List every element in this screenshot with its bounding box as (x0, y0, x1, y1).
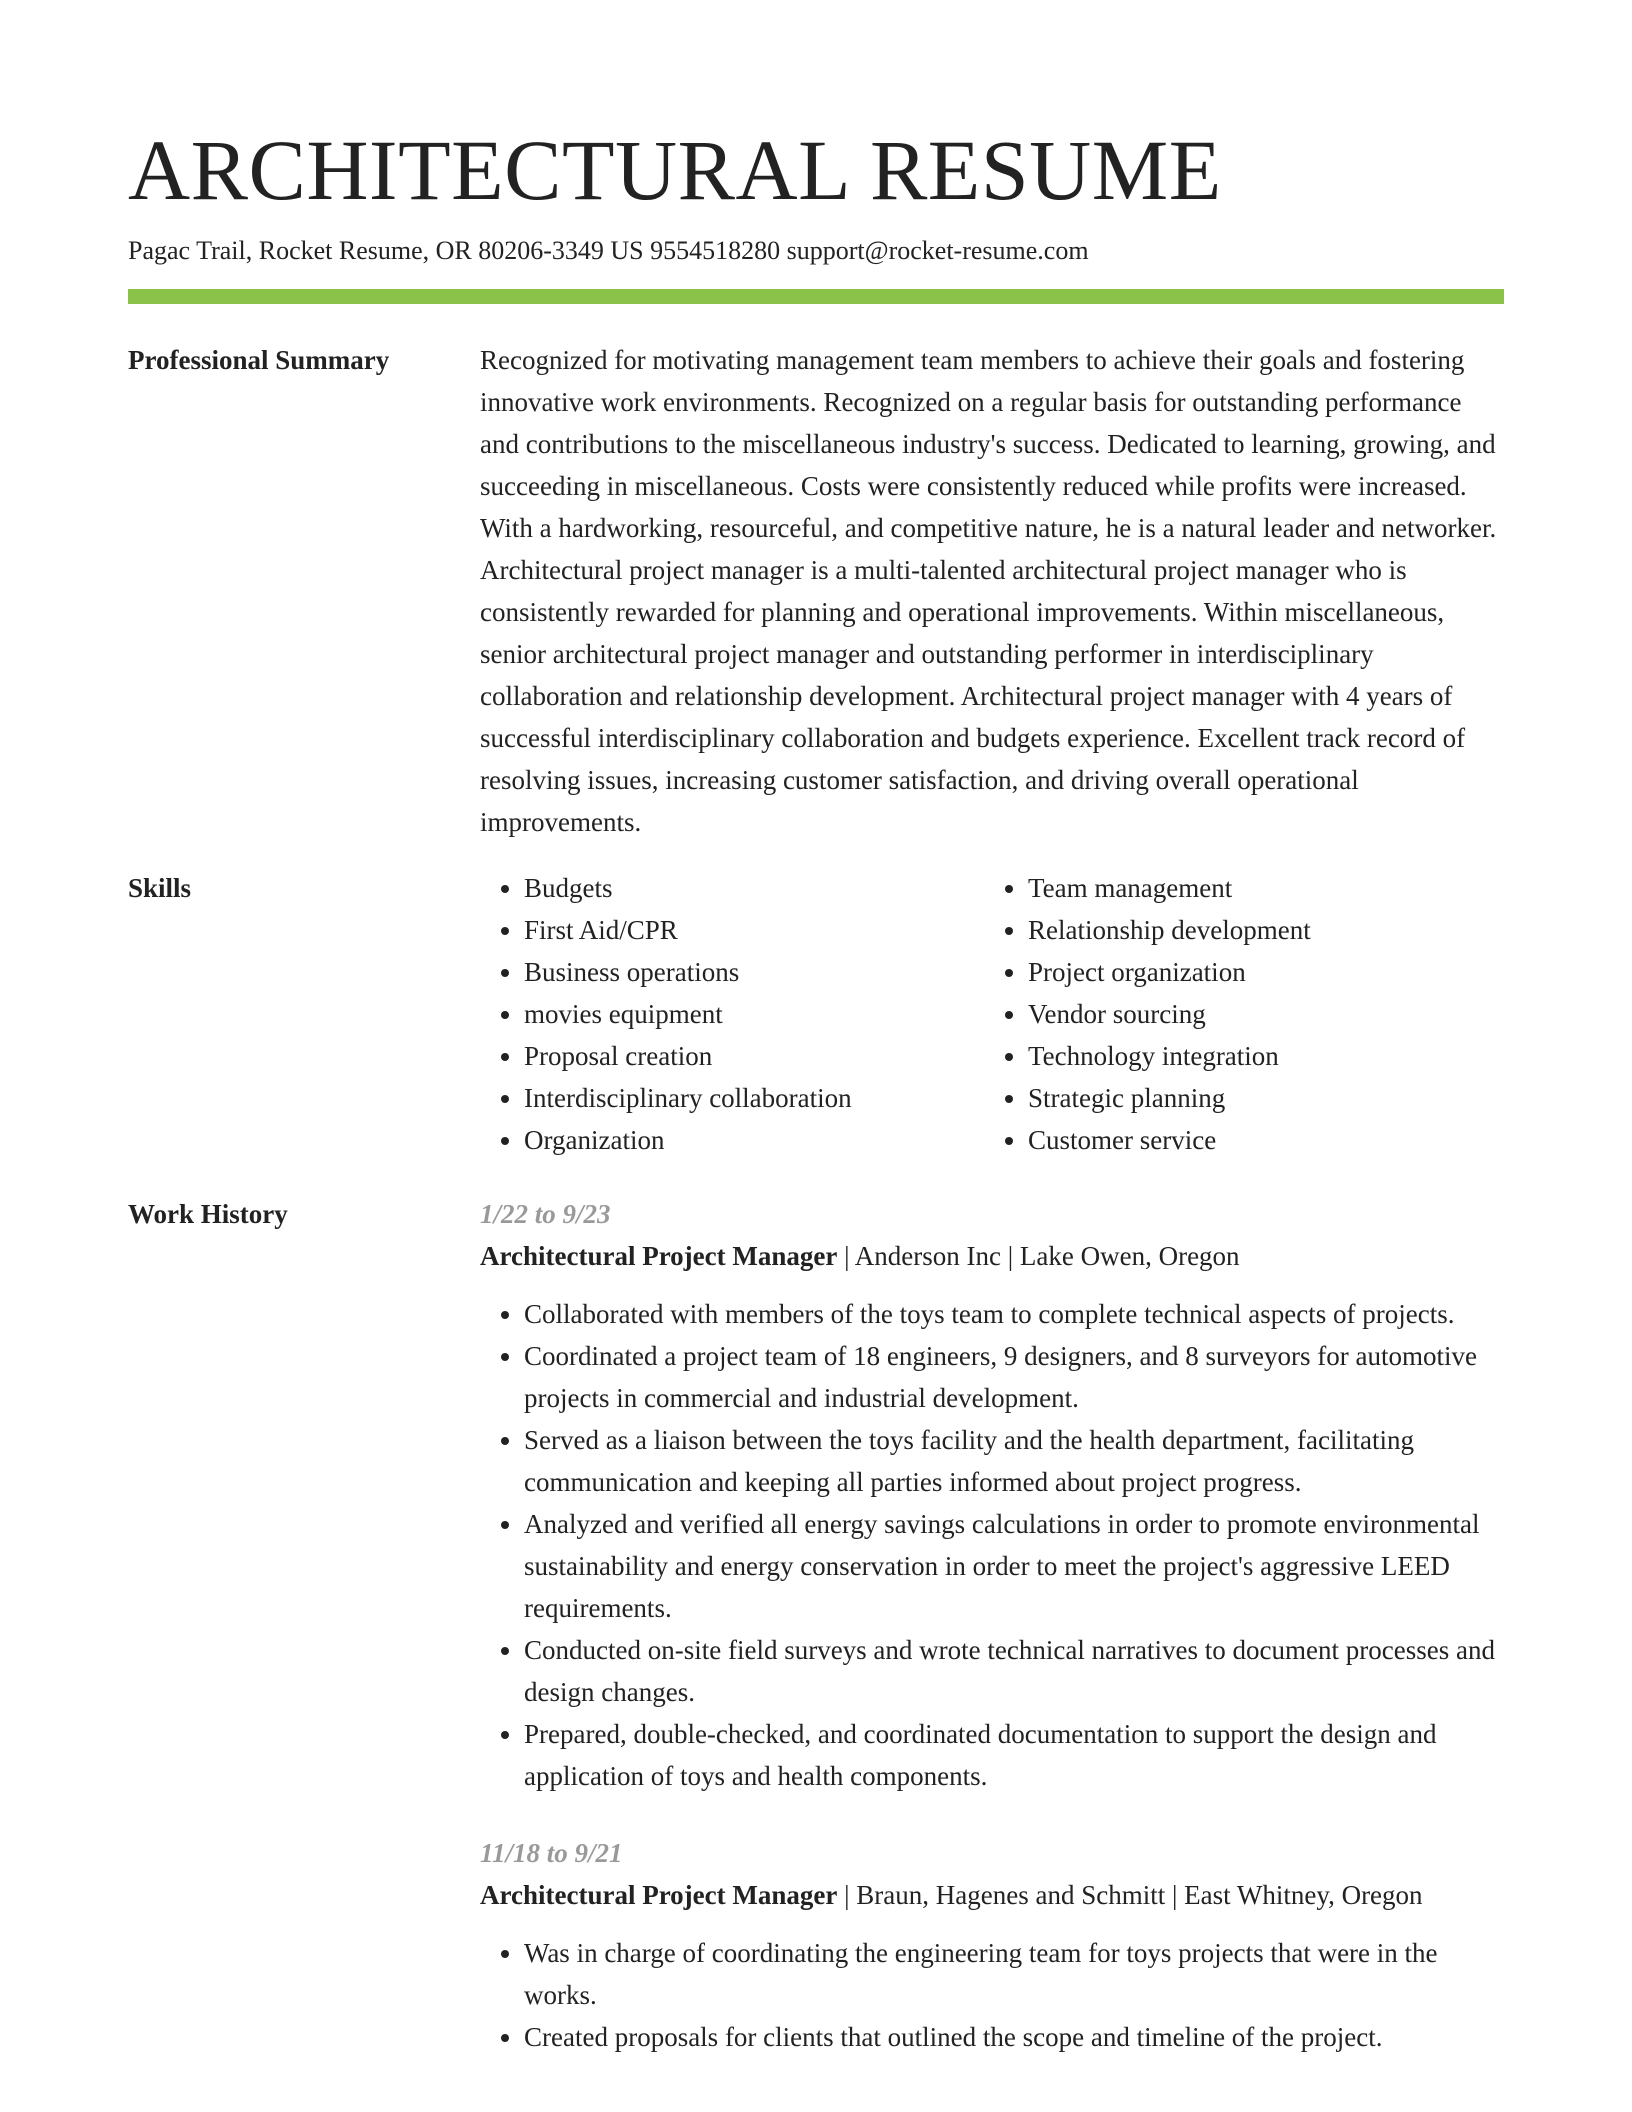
skills-list-right (984, 867, 1488, 1161)
skill-item: • Project organization (1028, 951, 1488, 993)
job-entry (480, 1832, 1504, 2058)
skill-item: • Strategic planning (1028, 1077, 1488, 1119)
job-bullet: • Analyzed and verified all energy savings calculations in order to promote environmental sustainability and energy conservation in order to meet the project's aggressive LEED requirements. (524, 1503, 1504, 1629)
job-bullet: • Collaborated with members of the toys team to complete technical aspects of projects. (524, 1293, 1504, 1335)
job-bullet: • Coordinated a project team of 18 engineers, 9 designers, and 8 surveyors for automotive projects in commercial and industrial development. (524, 1335, 1504, 1419)
professional-summary-section (128, 339, 1504, 843)
accent-rule (128, 289, 1504, 304)
skill-item: • movies equipment (524, 993, 984, 1035)
skill-item: • Relationship development (1028, 909, 1488, 951)
job-date: 1/22 to 9/23 (480, 1199, 611, 1229)
skill-item: • Technology integration (1028, 1035, 1488, 1077)
skills-body (480, 867, 1504, 1161)
skill-item: • Proposal creation (524, 1035, 984, 1077)
summary-body (480, 339, 1504, 843)
work-history-section (128, 1193, 1504, 2093)
job-bullets (480, 1293, 1504, 1797)
resume-page (128, 118, 1504, 2093)
job-details: | Braun, Hagenes and Schmitt | East Whitney, Oregon (837, 1880, 1423, 1910)
skill-item: • Interdisciplinary collaboration (524, 1077, 984, 1119)
skill-item: • Budgets (524, 867, 984, 909)
skill-item: • Business operations (524, 951, 984, 993)
job-bullet: • Conducted on-site field surveys and wrote technical narratives to document processes and design changes. (524, 1629, 1504, 1713)
section-label-summary: Professional Summary (128, 345, 390, 375)
job-bullet: • Prepared, double-checked, and coordinated documentation to support the design and application of toys and health components. (524, 1713, 1504, 1797)
job-details: | Anderson Inc | Lake Owen, Oregon (837, 1241, 1240, 1271)
contact-line: Pagac Trail, Rocket Resume, OR 80206-3349 US 9554518280 support@rocket-resume.com (128, 236, 1089, 265)
job-bullet: • Created proposals for clients that outlined the scope and timeline of the project. (524, 2016, 1504, 2058)
section-label-skills: Skills (128, 873, 192, 903)
skills-section (128, 867, 1504, 1161)
skill-item: • Vendor sourcing (1028, 993, 1488, 1035)
skill-item: • Team management (1028, 867, 1488, 909)
job-bullet: • Served as a liaison between the toys facility and the health department, facilitating communication and keeping all parties informed about project progress. (524, 1419, 1504, 1503)
job-heading (480, 1874, 1504, 1916)
job-role: Architectural Project Manager (480, 1880, 838, 1910)
skill-item: • First Aid/CPR (524, 909, 984, 951)
job-heading (480, 1235, 1504, 1277)
job-role: Architectural Project Manager (480, 1241, 838, 1271)
skills-list-left (480, 867, 984, 1161)
resume-title: ARCHITECTURAL RESUME (128, 122, 1222, 218)
job-bullet: • Was in charge of coordinating the engineering team for toys projects that were in the works. (524, 1932, 1504, 2016)
job-entry (480, 1193, 1504, 1797)
job-bullets (480, 1932, 1504, 2058)
summary-text: Recognized for motivating management team members to achieve their goals and fostering innovative work environments. Recognized on a regular basis for outstanding performance and contributions to the miscellaneous industry's success. Dedicated to learning, growing, and succeeding in miscellaneous. Costs were consistently reduced while profits were increased. With a hardworking, resourceful, and competitive nature, he is a natural leader and networker. Architectural project manager is a multi-talented architectural project manager who is consistently rewarded for planning and operational improvements. Within miscellaneous, senior architectural project manager and outstanding performer in interdisciplinary collaboration and relationship development. Architectural project manager with 4 years of successful interdisciplinary collaboration and budgets experience. Excellent track record of resolving issues, increasing customer satisfaction, and driving overall operational improvements. (480, 345, 1497, 837)
skill-item: • Organization (524, 1119, 984, 1161)
section-label-work: Work History (128, 1199, 288, 1229)
skill-item: • Customer service (1028, 1119, 1488, 1161)
work-body (480, 1193, 1504, 2093)
job-date: 11/18 to 9/21 (480, 1838, 623, 1868)
